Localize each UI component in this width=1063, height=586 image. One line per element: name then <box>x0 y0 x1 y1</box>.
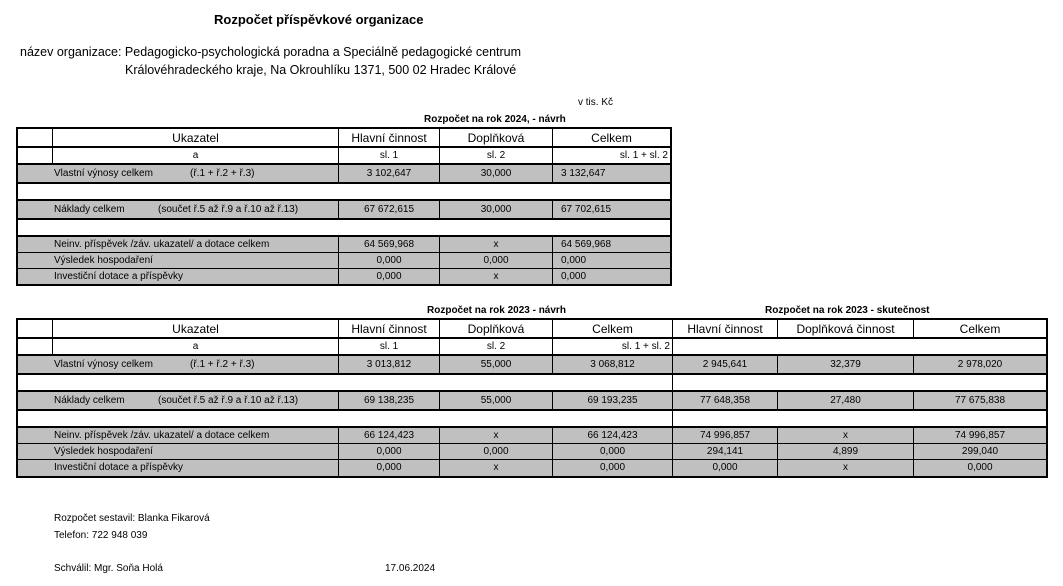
row-label: Vlastní výnosy celkem <box>54 358 153 370</box>
table-row: Vlastní výnosy celkem (ř.1 + ř.2 + ř.3) 3 102,647 30,000 3 132,647 <box>18 165 670 184</box>
table-subheader-row: a sl. 1 sl. 2 sl. 1 + sl. 2 <box>18 148 670 165</box>
budget-2023-table <box>16 318 1048 478</box>
table-row: Neinv. příspěvek /záv. ukazatel/ a dotace celkem 66 124,423 x 66 124,423 74 996,857 x 74 996,857 <box>18 428 1046 444</box>
table-row: Investiční dotace a příspěvky 0,000 x 0,000 0,000 x 0,000 <box>18 460 1046 476</box>
spacer-row <box>18 375 1046 392</box>
organization-name-line1: název organizace: Pedagogicko-psychologická poradna a Speciálně pedagogické centrum <box>20 45 522 59</box>
row-formula: (ř.1 + ř.2 + ř.3) <box>190 167 255 179</box>
table-row: Investiční dotace a příspěvky 0,000 x 0,000 <box>18 269 670 284</box>
unit-label: v tis. Kč <box>578 97 614 108</box>
table-row: Náklady celkem (součet ř.5 až ř.9 a ř.10 až ř.13) 67 672,615 30,000 67 702,615 <box>18 201 670 220</box>
table-row: Náklady celkem (součet ř.5 až ř.9 a ř.10 až ř.13) 69 138,235 55,000 69 193,235 77 648,358 27,480 77 675,838 <box>18 392 1046 411</box>
table-header-row <box>18 129 670 148</box>
budget-2024-table <box>16 127 672 286</box>
table-row: Výsledek hospodaření 0,000 0,000 0,000 <box>18 253 670 269</box>
row-label: Náklady celkem <box>54 203 125 215</box>
table-row: Neinv. příspěvek /záv. ukazatel/ a dotace celkem 64 569,968 x 64 569,968 <box>18 237 670 253</box>
header-hlavni: Hlavní činnost <box>338 129 439 146</box>
footer-approved: Schválil: Mgr. Soňa Holá <box>54 563 163 574</box>
table2-section-title-plan: Rozpočet na rok 2023 - návrh <box>427 305 566 316</box>
spacer-row <box>18 184 670 201</box>
header-celkem: Celkem <box>552 129 670 146</box>
spacer-row <box>18 411 1046 428</box>
table-subheader-row: a sl. 1 sl. 2 sl. 1 + sl. 2 <box>18 339 1046 356</box>
table1-section-title: Rozpočet na rok 2024, - návrh <box>424 114 566 125</box>
row-formula: (součet ř.5 až ř.9 a ř.10 až ř.13) <box>158 394 299 406</box>
table2-section-title-actual: Rozpočet na rok 2023 - skutečnost <box>765 305 930 316</box>
organization-name-line2: Královéhradeckého kraje, Na Okrouhlíku 1371, 500 02 Hradec Králové <box>125 63 517 77</box>
footer-author: Rozpočet sestavil: Blanka Fikarová <box>54 513 210 524</box>
header-ukazatel: Ukazatel <box>52 129 338 146</box>
row-label: Náklady celkem <box>54 394 125 406</box>
spacer-row <box>18 220 670 237</box>
table-row: Vlastní výnosy celkem (ř.1 + ř.2 + ř.3) 3 013,812 55,000 3 068,812 2 945,641 32,379 2 978,020 <box>18 356 1046 375</box>
header-doplnkova: Doplňková <box>439 129 552 146</box>
row-formula: (součet ř.5 až ř.9 a ř.10 až ř.13) <box>158 203 299 215</box>
table-header-row: Ukazatel Hlavní činnost Doplňková Celkem Hlavní činnost Doplňková činnost Celkem <box>18 320 1046 339</box>
footer-date: 17.06.2024 <box>385 563 436 574</box>
table-row: Výsledek hospodaření 0,000 0,000 0,000 294,141 4,899 299,040 <box>18 444 1046 460</box>
row-formula: (ř.1 + ř.2 + ř.3) <box>190 358 255 370</box>
footer-phone: Telefon: 722 948 039 <box>54 530 148 541</box>
page-title: Rozpočet příspěvkové organizace <box>214 12 424 27</box>
row-label: Vlastní výnosy celkem <box>54 167 153 179</box>
